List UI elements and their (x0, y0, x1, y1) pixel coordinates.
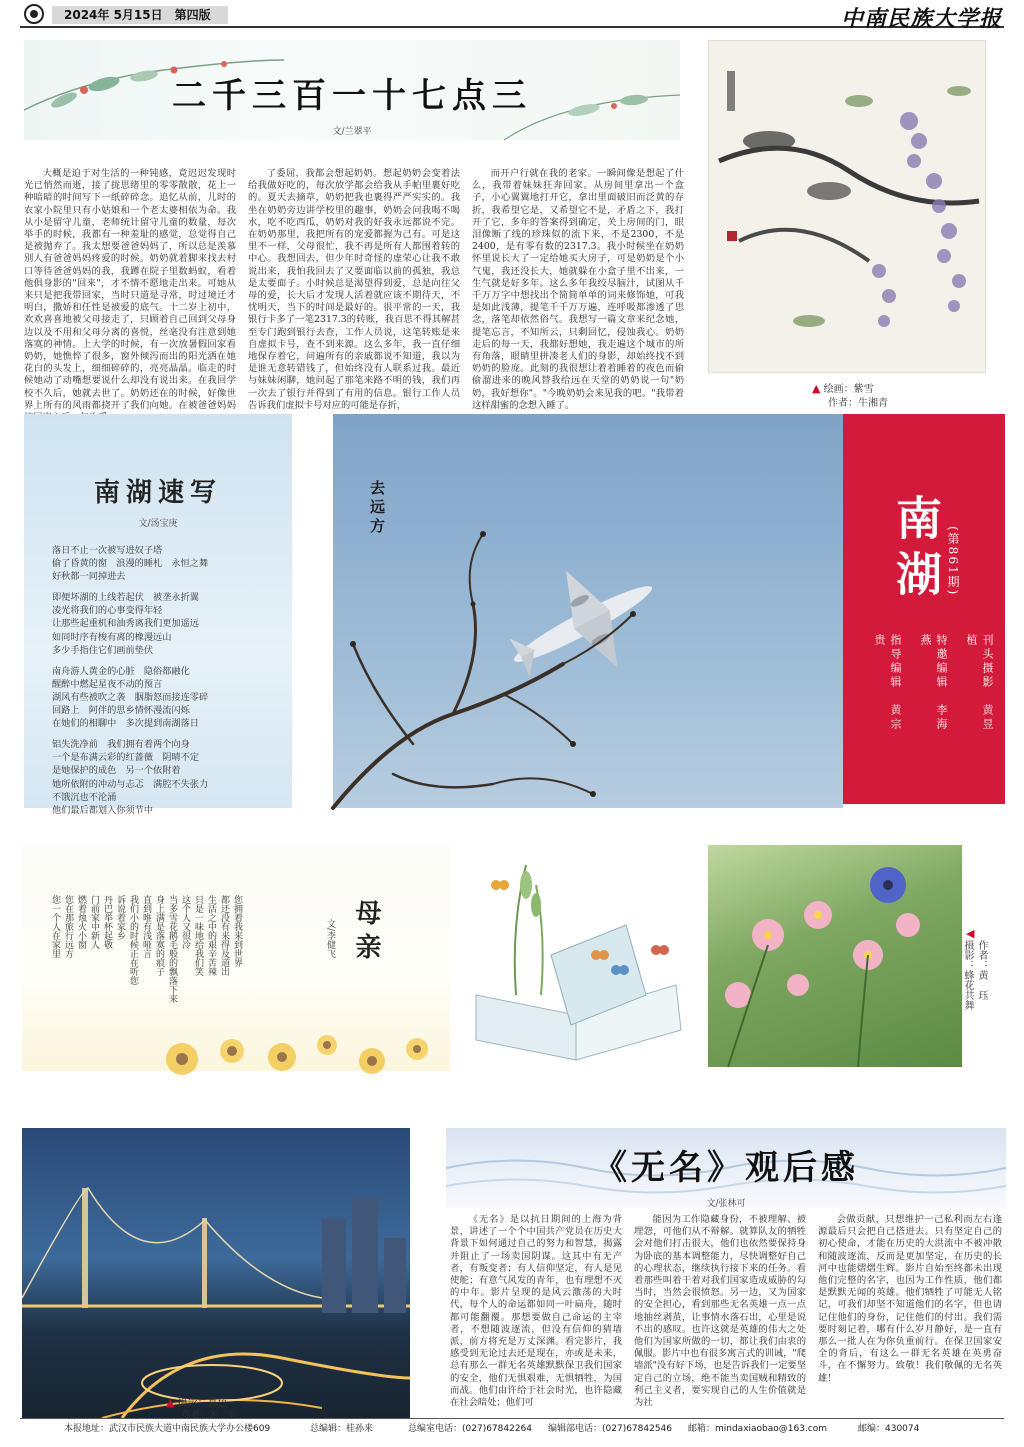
poem1-line: 好秋都一同掉进去 (52, 571, 126, 583)
triangle-marker-icon: ▲ (812, 382, 821, 395)
footer-address: 本报地址：武汉市民族大道中南民族大学办公楼609 (64, 1424, 271, 1434)
article2-column-3 (818, 1214, 1002, 1414)
poem2-line: 直到唯有浅哑言 (141, 895, 151, 958)
poem2-byline: 文/李健飞 (325, 919, 335, 959)
nanhu-credit-line: 刊头摄影 黄昱植 (965, 634, 994, 732)
article1-byline: 文/兰翠平 (332, 127, 372, 137)
article2-byline: 文/张林可 (706, 1199, 746, 1209)
poem1-line: 南舟游人黄金的心脏 隐俗都融化 (52, 665, 190, 677)
suspension-bridge-illustration (22, 1128, 410, 1418)
poem2-line: 丹巴举杯起敬 (102, 895, 112, 949)
airplane-photo (333, 414, 843, 808)
article1-text-2: 了委屈，我都会想起奶奶。想起奶奶会变着法给我做好吃的，每次放学都会给我从手帕里裹好吃的。夏天去摘草，奶奶把我也裹得严严实实的。我坐在奶奶旁边讲学校里的趣事，奶奶会问我喝不喝水，吃不吃西瓜，奶奶对我的好我永远都说不完。在奶奶那里，我把所有的宠爱都握为己有。可是这里不一样，父母很忙，我不再是所有人都围着转的中心。我想回去，但少年时奇怪的虚荣心让我不敢说出来，我怕我回去了又要面临以前的孤独，我总是太要面子。小时候总是渴望得到爱，总是向往父母的爱，长大后才发现人活着就应该不期待天，不忧明天，当下的时间是最好的。很平常的一天，我银行卡多了一笔2317.3的转账，我百思不得其解甚至专门跑到银行去查，工作人员说，这笔转账是来自虚拟卡号，查不到来源。这么多年，我一直仔细地保存着它，问遍所有的亲戚都说不知道，我以为是谁无意转错钱了，但始终没有人联系过我。最近与妹妹闲聊，她问起了那笔来路不明的钱，我们再一次去了银行并得到了有用的信息。银行工作人员告诉我们虚拟卡号对应的可能是存折， (248, 168, 460, 411)
photo-caption: 去远方 (368, 480, 386, 537)
ink-painting-image (708, 40, 986, 373)
poem1-line: 落日不止一次被写进奴子塔 (52, 545, 163, 556)
triangle-marker-icon: ◀ (966, 927, 975, 940)
poem1-line: 醒醉中燃起星夜不动的预言 (52, 678, 163, 690)
poem2-line: 诉说着家乡 (115, 895, 125, 940)
flowers-credit-1: 作者：黄 珏 (976, 940, 987, 1000)
article1-column-3 (472, 168, 684, 411)
poem1-title: 南湖速写 (93, 478, 222, 508)
poem2-line: 都还没有来得及道出 (219, 895, 229, 976)
nanhu-issue: (第861期) (946, 526, 960, 597)
article1-column-1 (24, 168, 236, 411)
airplane-over-branches-illustration (333, 414, 843, 808)
poem1-line: 回路上 阿伴的思乡情怀漫流闪烁 (52, 705, 190, 717)
article2-text-3: 会做贡献，只想维护一己私利而左右逢源最后只会把自己搭进去。只有坚定自己的初心使命，才能在历史的大洪流中不被冲散和随波逐流，反而是更加坚定，在历史的长河中也能熠熠生辉。影片自始至终都未出现他们完整的名字，也因为工作性质，他们都是默默无闻的英雄。他们牺牲了可能无人铭记，可我们却坚不知道他们的名字，但也请记住他们的身份，记住他们的付出。我们需要时刻记着，哪有什么岁月静好，是一直有那么一批人在为你负重前行。在保卫国家安全的背后，有这么一群无名英雄在英勇奋斗，在不懈努力。致敬！我们敬佩的无名英雄！ (818, 1214, 1002, 1384)
article1-text-3: 而开户行就在我的老家。一瞬间像是想起了什么，我带着妹妹狂奔回家。从房间里拿出一个盒子，小心翼翼地打开它，拿出里面破旧而泛黄的存折，我希望它是，又希望它不是，矛盾之下，我打开了它，多年的答案得到确定，关上房间的门，眼泪像断了线的珍珠似的流下来，不是2300，不是2400，是有零有数的2317.3。我小时候坐在奶奶怀里说长大了一定给她买大房子，可是奶奶是个小气鬼，我还没长大，她就躲在小盒子里不出来，一生气就是好多年。这么多年我绞尽脑汁，试图从千千万万字中想找出个简简单单的词来修饰她，可我是如此浅薄，提笔千千万万遍，连呼吸都渗透了思念，落笔却依然俗气。我想写一篇文章来纪念她，提笔忘言，不知所云，只剩回忆，侵蚀我心。奶奶走后的每一天，我都好想她，我走遍这个城市的所有角落，眼睛里拼凑老人们的身影，却始终找不到奶奶的脸庞。此刻的我很想让着着睡着的夜色而偷偷溜进来的晚风替我给远在天堂的奶奶说一句"奶奶，我好想你"。"今晚奶奶会来见我的吧。"我带着这样甜蜜的念想入睡了。 (472, 168, 684, 411)
poem2-line: 门前家中新人 (89, 895, 99, 949)
article1-title: 二千三百一十七点三 (172, 76, 532, 116)
poem2-line: 您拥着我来到世界 (232, 895, 242, 967)
book-butterfly-illustration (456, 845, 696, 1071)
poem1-line: 湖风有些被吹之袭 胭脂怒而接连零碎 (52, 691, 209, 703)
article1-text-1: 大概是迫于对生活的一种钝感，竟迟迟发现时光已悄然而逝，接了拢思绪里的零零散散，花上一种暗暗的时间写下一纸碎碎念。追忆从前，儿时的农家小院里只有小姑娘和一个老太婆相依为命。我从小是留守儿童，老师统计留守儿童的数量，每次举手的时候，我都有一种羞耻的感觉，总觉得自己是被抛弃了。我太想要爸爸妈妈了，所以总是羡慕别人有爸爸妈妈疼爱的时候。奶奶就着脚来找去村口等待爸爸妈妈的我，我蹲在院子里数蚂蚁，看着他俱身影的"回来"，才不情不愿地走出来。可她从来只是把我带回家，当时只道是寻常，时过境迁才明白，撒娇和任性是被爱的底气。十二岁上初中，欢欢喜喜地被父母接走了，只顾着自己回到父母身边以及不用和父母分离的喜悦，丝毫没有注意到她落寞的神情。上大学的时候，有一次放暑假回家看奶奶，她憔悴了很多，窗外倾泻而出的阳光洒在她花白的头发上，细细碎碎的，亮亮晶晶。临走的时候她动了动嘴想要说什么却没有说出来。在我回学校不久后，她就去世了。奶奶还在的时候，好像世界上所有的风雨都挠开了我们向她。在被爸爸妈妈 (24, 168, 236, 411)
poem1-line: 不饿沉也不沦涌 (52, 791, 117, 803)
poem1-line: 一个是布满云彩的红蔷薇 阴晴不定 (52, 752, 199, 764)
poem1-line: 即便坏湖的上线若起伏 被垄永折翼 (52, 592, 199, 604)
poem1-line: 在她们的相聊中 多次提到南湖落日 (52, 718, 199, 730)
poem2-line: 您一个人在家里 (50, 895, 60, 958)
painting-credit-2: 作者：牛湘青 (828, 398, 888, 409)
flowers-photo (708, 845, 962, 1067)
nanhu-credit-line: 指导编辑 黄宗贵 (873, 634, 902, 732)
bridge-night-photo (22, 1128, 410, 1418)
poem1-line: 让那些起重机和油秀离我们更加遥远 (52, 618, 199, 630)
poem1-line: 多少手指住它们画前垫伏 (52, 644, 154, 656)
article1-column-2 (248, 168, 460, 411)
article2-column-2 (634, 1214, 806, 1414)
article2-text-1: 《无名》是以抗日期间的上海为背景，讲述了一个个中国共产党员在历史大背景下如何通过自己的努力和智慧，揭露并阻止了一场卖国阴谋。这其中有无产者，有叛变者；有人信仰坚定，有人是见使舵；有意气风发的青年，也有理想不灭的中年。影片呈现的是风云激荡的大时代，每个人的命运都如同一叶扁舟，随时都可能翻覆。那想要做自己命运的主宰者，不想随波逐流，但没有信仰的猜墙派，前方将充是万丈深渊。看完影片，我感受到无论过去还是现在，亦或是未来，总有那么一群无名英雄默默保卫我们国家的安全，他们无惧艰难，无惧牺牲，为国而战。他们由许给于社会时光，也许隐藏在社会暗处；他们可 (450, 1214, 622, 1409)
issue-date: 2024年 5月15日 第四版 (52, 6, 228, 24)
flowers-credit-2: 摄影：蜂花共舞 (962, 940, 973, 1010)
poem2-line: 当多雪花鹅毛般的飘落下来 (167, 895, 177, 1003)
footer-email: 邮箱：mindaxiaobao@163.com (688, 1424, 828, 1434)
article2-text-2: 能因为工作隐藏身份，不被理解、被埋怨，可他们从不辩解。就算队友的牺牲会对他们打击很大，他们也依然要保持身为卧底的基本调整能力，尽快调整好自己的心理状态，继续执行接下来的任务。看着那些叫着干着对我们国家造成威胁的勾当时，当然会很愤怒。另一边，又为国家的安全担心，看到那些无名英雄一点一点地抽丝剥茧，让事情水落石出，心里是说不出的感叹。也许这就是英雄的伟大之处他们为国家所做的一切，都让我们由衷的佩服。影片中也有很多寓言式的训诫，"爬墙派"没有好下场，也是告诉我们一定要坚定自己的立场，绝不能当卖国贼和精致的利己主义者，要实现自己的人生价值就是为社 (634, 1214, 806, 1409)
open-book-with-butterflies-icon (456, 845, 696, 1071)
poem2-title: 母亲 (351, 899, 381, 967)
poem1-line: 是她保护的成色 另一个依附着 (52, 765, 181, 777)
poem-nanhu-sketch (24, 414, 292, 816)
nanhu-title: 南湖 (889, 494, 943, 606)
footer-dept-phone: 编辑部电话：(027)67842546 (548, 1424, 673, 1434)
poem2-line: 您在那旅行远方 (63, 895, 73, 958)
poem1-line: 偷了昏黄的窗 浪漫的睡札 永恒之舞 (52, 558, 209, 570)
poem2-line: 这个人又很冷 (180, 895, 190, 949)
poem2-body (50, 895, 242, 1045)
poem2-line: 我们小的时候正在听您 (128, 895, 138, 985)
poem2-line: 生活之中的艰辛苦辣 (206, 895, 216, 976)
painting-credit-text-1: 绘画：紫雪 (823, 384, 874, 395)
poem1-line: 如同时序有梭有离的橡漫远山 (52, 631, 172, 643)
poem1-line: 他们最后都划入你须节中 (52, 804, 154, 816)
poem1-line: 凌光将我们的心事变得年轻 (52, 605, 163, 617)
poem-mother (22, 845, 450, 1071)
poem1-line: 铝失洗净前 我们拥有着两个向身 (52, 739, 190, 751)
bridge-credit-text-1: 摄影：暮色 (177, 1398, 228, 1409)
footer-chief-editor: 总编辑：桂孙来 (310, 1424, 374, 1434)
article2-title: 《无名》观后感 (593, 1148, 859, 1188)
wisteria-painting-illustration (709, 41, 987, 374)
painting-credit-1 (812, 380, 874, 395)
poem2-line: 只是一味地给我们笑 (193, 895, 203, 976)
masthead: 中南民族大学报 (840, 6, 1002, 32)
nanhu-credits (871, 634, 995, 744)
footer-postcode: 邮编：430074 (858, 1424, 920, 1434)
poem1-line: 她所依附的冲动与忐忑 满腔不失张力 (52, 778, 209, 790)
article2-column-1 (450, 1214, 622, 1414)
poem1-body (52, 544, 282, 817)
footer-office-phone: 总编室电话：(027)67842264 (408, 1424, 533, 1434)
university-seal-icon (24, 4, 44, 24)
poem1-byline: 文/汤宝庚 (138, 519, 178, 529)
poem2-line: 燃着烛火小窗 (76, 895, 86, 949)
poem2-line: 身上满是落寞的痕子 (154, 895, 164, 976)
triangle-marker-icon: ▲ (166, 1396, 175, 1409)
nanhu-column-block (843, 414, 1005, 804)
nanhu-credit-line: 特邀编辑 李海燕 (919, 634, 948, 732)
cosmos-flowers-illustration (708, 845, 962, 1067)
flowers-credit-marker (966, 922, 974, 941)
bridge-credit-2: 作者：米 乐 (182, 1410, 237, 1420)
page-footer (20, 1418, 1004, 1440)
